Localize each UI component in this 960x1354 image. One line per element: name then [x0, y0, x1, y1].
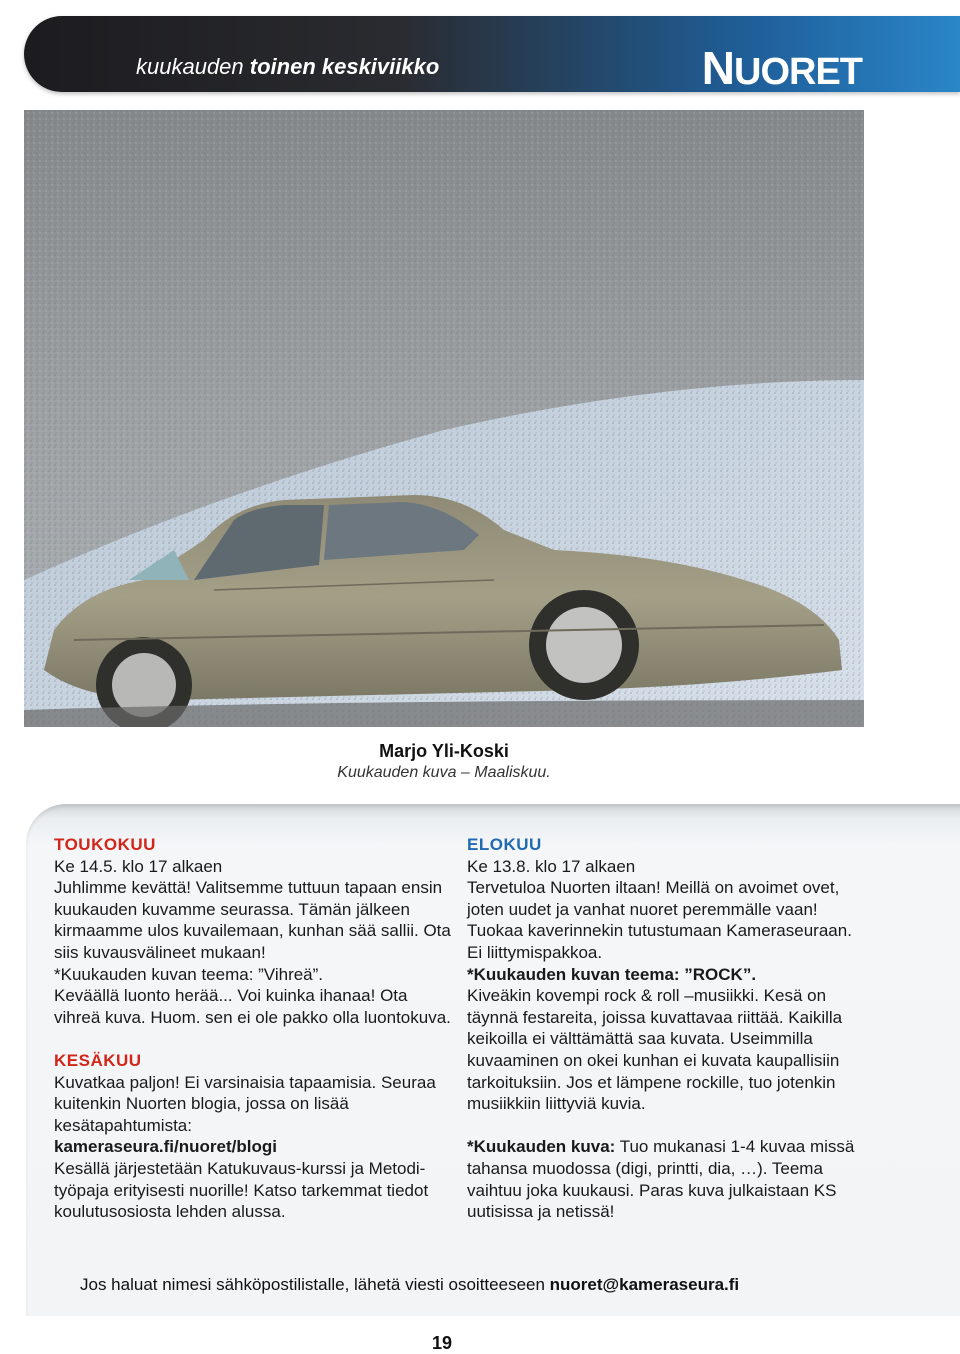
- contact-email-link[interactable]: nuoret@kameraseura.fi: [549, 1275, 740, 1294]
- section-title-rest: UORET: [734, 51, 862, 93]
- spacer: [54, 1028, 454, 1050]
- august-body: Tervetuloa Nuorten iltaan! Meillä on avoimet ovet, joten uudet ja vanhat nuoret peremmälle vaan! Tuokaa kaverinnekin tutustumaan Kameraseuraan. Ei liittymispakkoa.: [467, 878, 852, 962]
- header-banner: [24, 16, 960, 92]
- mailing-list-text: Jos haluat nimesi sähköpostilistalle, lähetä viesti osoitteeseen: [80, 1275, 550, 1294]
- featured-photo: [24, 110, 864, 727]
- photo-of-month-label: *Kuukauden kuva:: [467, 1137, 616, 1157]
- august-theme: *Kuukauden kuvan teema: ”ROCK”.: [467, 964, 757, 984]
- header-tagline-bold: toinen keskiviikko: [249, 54, 440, 79]
- section-title-initial: N: [701, 42, 734, 94]
- car-reflection-image: [24, 110, 864, 727]
- may-theme: *Kuukauden kuvan teema: ”Vihreä”.: [54, 964, 324, 984]
- june-heading: KESÄKUU: [54, 1050, 142, 1070]
- june-body: Kuvatkaa paljon! Ei varsinaisia tapaamisia. Seuraa kuitenkin Nuorten blogia, jossa on lisää kesätapahtumista:: [54, 1072, 436, 1135]
- header-tagline: [136, 54, 439, 80]
- photo-of-month-body: Tuo mukanasi 1-4 kuvaa missä tahansa muodossa (digi, printti, dia, …). Teema vaihtuu joka kuukausi. Paras kuva julkaistaan KS uutisissa ja netissä!: [467, 1137, 855, 1222]
- mailing-list-note: [80, 1275, 739, 1295]
- header-tagline-prefix: kuukauden: [136, 54, 250, 79]
- may-theme-body: Keväällä luonto herää... Voi kuinka ihanaa! Ota vihreä kuva. Huom. sen ei ole pakko olla luontokuva.: [54, 986, 451, 1027]
- may-date: Ke 14.5. klo 17 alkaen: [54, 856, 223, 876]
- page-number: 19: [432, 1333, 453, 1353]
- blog-link[interactable]: kameraseura.fi/nuoret/blogi: [54, 1137, 277, 1157]
- june-body-2: Kesällä järjestetään Katukuvaus-kurssi ja Metodi-työpaja erityisesti nuorille! Katso tarkemmat tiedot koulutusosiosta lehden alussa.: [54, 1158, 429, 1222]
- section-title: [702, 41, 862, 95]
- right-column: [467, 834, 867, 1223]
- may-body: Juhlimme kevättä! Valitsemme tuttuun tapaan ensin kuukauden kuvamme seurassa. Tämän jälkeen kirmaamme ulos kuvailemaan, kunhan sää sallii. Ota siis kuvausvälineet mukaan!: [54, 878, 451, 962]
- left-column: [54, 834, 454, 1223]
- may-heading: TOUKOKUU: [54, 835, 156, 854]
- august-heading: ELOKUU: [467, 835, 542, 854]
- photo-title: Kuukauden kuva – Maaliskuu.: [337, 764, 551, 781]
- spacer: [467, 1115, 867, 1137]
- august-theme-body: Kiveäkin kovempi rock & roll –musiikki. Kesä on täynnä festareita, joissa kuvattavaa riittää. Kaikilla keikoilla ei välttämättä saa kuvata. Useimmilla kuvaaminen on okei kunhan ei kuvata kaupallisiin tarkoituksiin. Jos et lämpene rockille, tuo jotenkin musiikkiin liittyviä kuvia.: [467, 986, 843, 1114]
- august-date: Ke 13.8. klo 17 alkaen: [467, 856, 636, 876]
- photo-author: Marjo Yli-Koski: [379, 741, 509, 761]
- photo-of-month-paragraph: [467, 1136, 867, 1222]
